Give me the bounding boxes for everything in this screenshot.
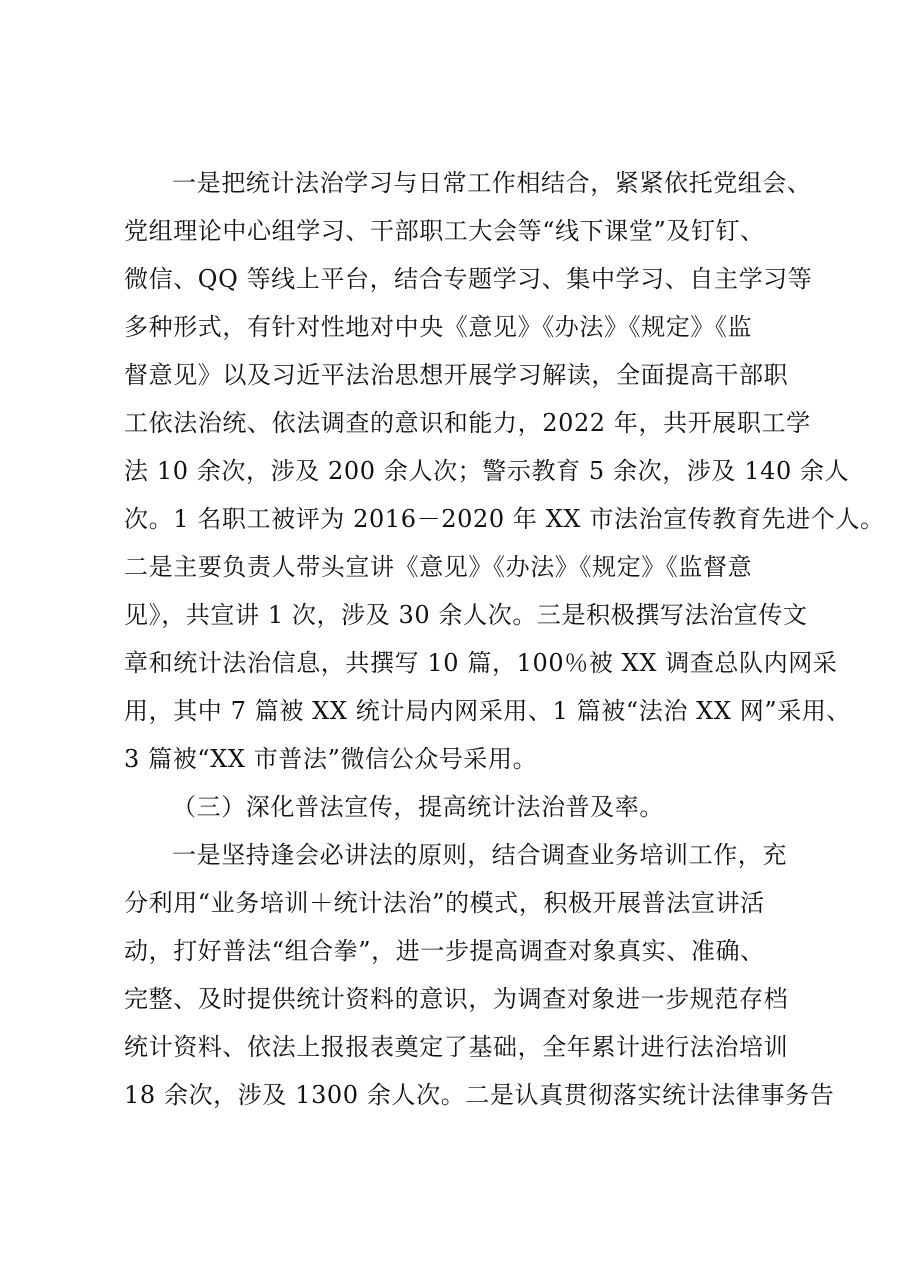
paragraph-1-line-7: 法 10 余次，涉及 200 余人次；警示教育 5 余次，涉及 140 余人 (124, 457, 850, 485)
paragraph-2-line-2: 分利用“业务培训＋统计法治”的模式，积极开展普法宣讲活 (124, 889, 765, 917)
paragraph-1-line-12: 用，其中 7 篇被 XX 统计局内网采用、1 篇被“法治 XX 网”采用、 (124, 697, 852, 725)
paragraph-1-line-10: 见》，共宣讲 1 次，涉及 30 余人次。三是积极撰写法治宣传文 (124, 601, 808, 629)
paragraph-1-line-6: 工依法治统、依法调查的意识和能力，2022 年，共开展职工学 (124, 409, 811, 437)
paragraph-1-line-2: 党组理论中心组学习、干部职工大会等“线下课堂”及钉钉、 (124, 217, 765, 245)
paragraph-1-line-9: 二是主要负责人带头宣讲《意见》《办法》《规定》《监督意 (124, 553, 753, 581)
paragraph-2-line-3: 动，打好普法“组合拳”，进一步提高调查对象真实、准确、 (124, 937, 765, 965)
paragraph-2-line-5: 统计资料、依法上报报表奠定了基础，全年累计进行法治培训 (124, 1033, 789, 1061)
paragraph-2-line-6: 18 余次，涉及 1300 余人次。二是认真贯彻落实统计法律事务告 (124, 1081, 835, 1109)
paragraph-2-line-4: 完整、及时提供统计资料的意识，为调查对象进一步规范存档 (124, 985, 789, 1013)
paragraph-1-line-4: 多种形式，有针对性地对中央《意见》《办法》《规定》《监 (124, 313, 753, 341)
paragraph-1-line-8: 次。1 名职工被评为 2016－2020 年 XX 市法治宣传教育先进个人。 (124, 505, 885, 533)
section-heading: （三）深化普法宣传，提高统计法治普及率。 (172, 793, 664, 821)
paragraph-1-line-1: 一是把统计法治学习与日常工作相结合，紧紧依托党组会、 (172, 169, 812, 197)
paragraph-1-line-13: 3 篇被“XX 市普法”微信公众号采用。 (124, 745, 538, 773)
paragraph-2-line-1: 一是坚持逢会必讲法的原则，结合调查业务培训工作，充 (172, 841, 787, 869)
paragraph-1-line-3: 微信、QQ 等线上平台，结合专题学习、集中学习、自主学习等 (124, 265, 813, 293)
paragraph-1-line-5: 督意见》以及习近平法治思想开展学习解读，全面提高干部职 (124, 361, 789, 389)
paragraph-1-line-11: 章和统计法治信息，共撰写 10 篇，100％被 XX 调查总队内网采 (124, 649, 838, 677)
